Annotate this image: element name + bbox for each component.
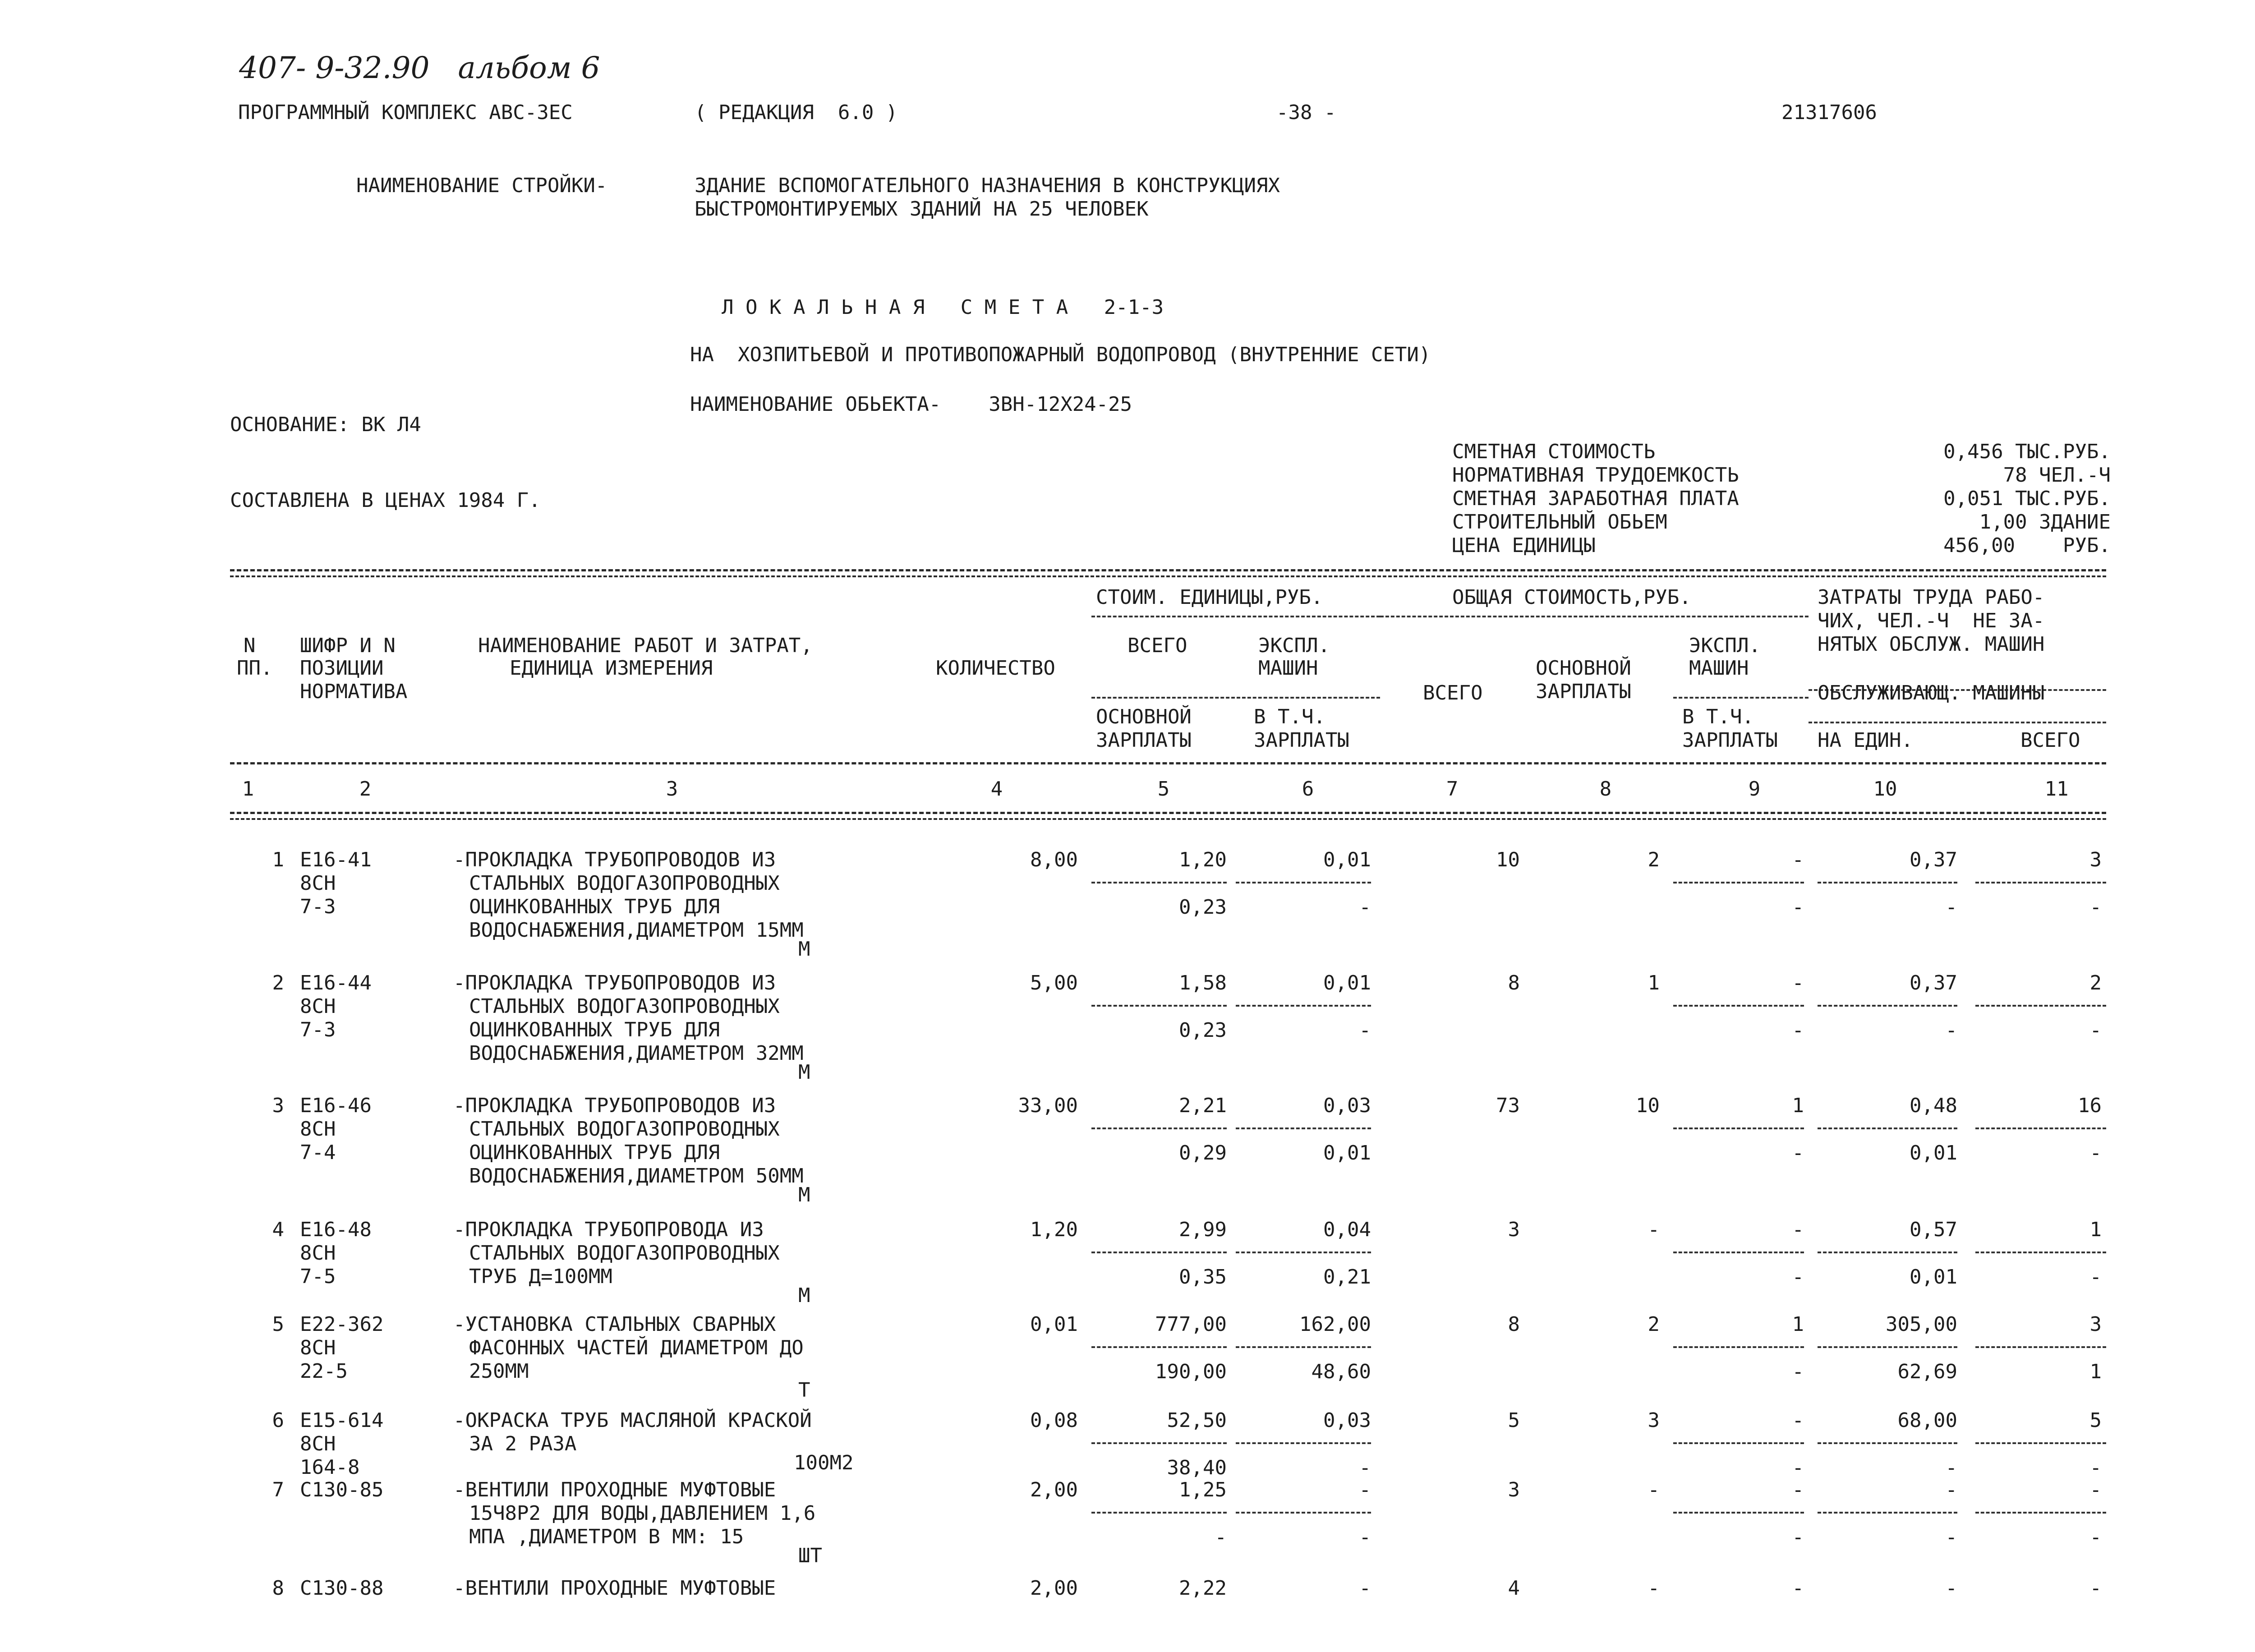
cell-divider (1091, 1005, 1227, 1007)
row-code: 22-5 (300, 1360, 348, 1383)
cell-divider (1673, 1512, 1804, 1514)
column-number: 9 (1748, 778, 1761, 801)
row-quantity: 1,20 (1030, 1218, 1078, 1241)
row-work-name: -ПРОКЛАДКА ТРУБОПРОВОДОВ ИЗ (453, 1094, 776, 1117)
row-code: 7-4 (300, 1141, 336, 1164)
column-number: 7 (1446, 778, 1459, 801)
col-header-unit-machine: ЭКСПЛ. (1258, 634, 1330, 657)
estimate-title: Л О К А Л Ь Н А Я С М Е Т А 2-1-3 (722, 296, 1164, 319)
row-work-name: ВОДОСНАБЖЕНИЯ,ДИАМЕТРОМ 15ММ (469, 919, 804, 942)
row-code: 8СН (300, 1432, 336, 1455)
row-quantity: 0,08 (1030, 1409, 1078, 1432)
cell-unit-total: 1,58 (1179, 971, 1227, 994)
cell-labor-unit-serving: 0,01 (1910, 1265, 1957, 1288)
row-work-name: СТАЛЬНЫХ ВОДОГАЗОПРОВОДНЫХ (469, 1118, 780, 1141)
cell-unit-wage: - (1215, 1526, 1227, 1549)
basis: ОСНОВАНИЕ: ВК Л4 (230, 413, 421, 436)
col-header-name: НАИМЕНОВАНИЕ РАБОТ И ЗАТРАТ, (478, 634, 813, 657)
cell-unit-total: 1,25 (1179, 1478, 1227, 1501)
row-number: 2 (272, 971, 284, 994)
cell-labor-total: - (2089, 1478, 2102, 1501)
cell-total-machine: - (1792, 848, 1804, 871)
column-number: 5 (1157, 778, 1170, 801)
cell-total-wage: 3 (1648, 1409, 1660, 1432)
row-unit: 100М2 (794, 1451, 854, 1474)
row-work-name: -ПРОКЛАДКА ТРУБОПРОВОДОВ ИЗ (453, 848, 776, 871)
cell-divider (1673, 882, 1804, 884)
cell-labor-unit: - (1945, 1577, 1957, 1600)
row-code: Е16-46 (300, 1094, 372, 1117)
col-header-labor-serving: ОБСЛУЖИВАЮЩ. МАШИНЫ (1818, 681, 2045, 704)
cell-total-wage: 1 (1648, 971, 1660, 994)
col-header-quantity: КОЛИЧЕСТВО (936, 657, 1055, 680)
col-header-total-machine: МАШИН (1689, 657, 1749, 680)
cell-unit-wage: 0,35 (1179, 1265, 1227, 1288)
summary-value: 78 ЧЕЛ.-Ч (2003, 464, 2111, 487)
cell-total-wage-incl: - (1792, 1360, 1804, 1383)
cell-total-machine: - (1792, 971, 1804, 994)
col-header-total-wage: ЗАРПЛАТЫ (1536, 680, 1631, 703)
cell-labor-total: 3 (2089, 848, 2102, 871)
construction-name-line2: БЫСТРОМОНТИРУЕМЫХ ЗДАНИЙ НА 25 ЧЕЛОВЕК (695, 198, 1149, 221)
cell-divider (1975, 1005, 2106, 1007)
row-code: 164-8 (300, 1456, 360, 1479)
row-code: 8СН (300, 1242, 336, 1265)
row-unit: М (798, 1061, 810, 1084)
cell-labor-unit: 0,37 (1910, 971, 1957, 994)
row-code: Е15-614 (300, 1409, 384, 1432)
row-quantity: 0,01 (1030, 1313, 1078, 1336)
row-work-name: ОЦИНКОВАННЫХ ТРУБ ДЛЯ (469, 895, 720, 918)
cell-divider (1975, 1252, 2106, 1253)
cell-unit-wage-incl: 0,01 (1323, 1141, 1371, 1164)
cell-total-wage: 2 (1648, 1313, 1660, 1336)
row-work-name: -ВЕНТИЛИ ПРОХОДНЫЕ МУФТОВЫЕ (453, 1478, 776, 1501)
cell-unit-total: 52,50 (1167, 1409, 1227, 1432)
cell-labor-total: - (2089, 1577, 2102, 1600)
cell-total-wage: - (1648, 1218, 1660, 1241)
cell-labor-unit: 0,37 (1910, 848, 1957, 871)
cell-unit-wage-incl: - (1359, 1456, 1371, 1479)
cell-total-wage-incl: - (1792, 1265, 1804, 1288)
cell-unit-total: 2,22 (1179, 1577, 1227, 1600)
col-header-total-cost: ОБЩАЯ СТОИМОСТЬ,РУБ. (1452, 586, 1691, 609)
column-number: 4 (990, 778, 1003, 801)
cell-labor-total: 5 (2089, 1409, 2102, 1432)
cell-divider (1818, 882, 1957, 884)
row-work-name: ЗА 2 РАЗА (469, 1432, 577, 1455)
col-header-labor: НЯТЫХ ОБСЛУЖ. МАШИН (1818, 633, 2045, 656)
page-number: -38 - (1276, 101, 1336, 124)
cell-unit-total: 2,21 (1179, 1094, 1227, 1117)
table-top-rule-2 (230, 575, 2106, 577)
row-number: 4 (272, 1218, 284, 1241)
header-subrule (1673, 697, 1809, 699)
construction-label: НАИМЕНОВАНИЕ СТРОЙКИ- (356, 174, 607, 197)
column-number-rule (230, 812, 2106, 814)
program-name: ПРОГРАММНЫЙ КОМПЛЕКС АВС-ЗЕС (238, 101, 573, 124)
row-work-name: ОЦИНКОВАННЫХ ТРУБ ДЛЯ (469, 1141, 720, 1164)
cell-unit-wage-incl: - (1359, 896, 1371, 919)
row-code: С130-85 (300, 1478, 384, 1501)
cell-divider (1818, 1252, 1957, 1253)
col-header-code: ПОЗИЦИИ (300, 657, 384, 680)
column-number: 6 (1302, 778, 1314, 801)
row-work-name: ФАСОННЫХ ЧАСТЕЙ ДИАМЕТРОМ ДО (469, 1336, 804, 1359)
cell-unit-machine: 0,03 (1323, 1409, 1371, 1432)
row-work-name: 15Ч8Р2 ДЛЯ ВОДЫ,ДАВЛЕНИЕМ 1,6 (469, 1502, 816, 1525)
row-code: 8СН (300, 995, 336, 1018)
row-unit: ШТ (798, 1544, 822, 1567)
cell-total-machine: - (1792, 1409, 1804, 1432)
table-top-rule (230, 569, 2106, 571)
cell-divider (1975, 1127, 2106, 1129)
row-number: 1 (272, 848, 284, 871)
cell-total-wage-incl: - (1792, 1526, 1804, 1549)
object-name: НАИМЕНОВАНИЕ ОБЬЕКТА- ЗВН-12Х24-25 (690, 393, 1132, 416)
cell-total: 73 (1496, 1094, 1520, 1117)
cell-divider (1818, 1005, 1957, 1007)
cell-labor-unit: 0,57 (1910, 1218, 1957, 1241)
row-work-name: МПА ,ДИАМЕТРОМ В ММ: 15 (469, 1525, 744, 1548)
price-level: СОСТАВЛЕНА В ЦЕНАХ 1984 Г. (230, 489, 541, 512)
cell-divider (1091, 882, 1227, 884)
header-bottom-rule (230, 762, 2106, 764)
cell-labor-unit-serving: 62,69 (1897, 1360, 1957, 1383)
cell-labor-unit-serving: 0,01 (1910, 1141, 1957, 1164)
cell-unit-wage: 0,23 (1179, 1019, 1227, 1042)
handwritten-album-note: 407- 9-32.90 альбом 6 (239, 51, 600, 85)
column-number: 1 (242, 778, 254, 801)
cell-labor-total: 16 (2078, 1094, 2102, 1117)
cell-labor-total-serving: - (2089, 1526, 2102, 1549)
cell-unit-wage: 0,29 (1179, 1141, 1227, 1164)
col-header-no: N (244, 634, 256, 657)
cell-divider (1975, 1512, 2106, 1514)
col-header-no: ПП. (237, 657, 273, 680)
cell-divider (1236, 1442, 1371, 1444)
summary-label: НОРМАТИВНАЯ ТРУДОЕМКОСТЬ (1452, 464, 1739, 487)
cell-total-machine: - (1792, 1478, 1804, 1501)
column-number: 2 (359, 778, 372, 801)
summary-label: СМЕТНАЯ СТОИМОСТЬ (1452, 440, 1656, 463)
cell-divider (1091, 1442, 1227, 1444)
row-unit: М (798, 1183, 810, 1206)
header-subrule (1809, 722, 2106, 723)
row-quantity: 8,00 (1030, 848, 1078, 871)
row-number: 7 (272, 1478, 284, 1501)
row-code: 8СН (300, 1118, 336, 1141)
col-header-unit-total: ВСЕГО (1128, 634, 1187, 657)
summary-label: СМЕТНАЯ ЗАРАБОТНАЯ ПЛАТА (1452, 487, 1739, 510)
row-quantity: 2,00 (1030, 1577, 1078, 1600)
row-quantity: 5,00 (1030, 971, 1078, 994)
col-header-labor: ЧИХ, ЧЕЛ.-Ч НЕ ЗА- (1818, 609, 2045, 632)
row-code: 8СН (300, 872, 336, 895)
header-subrule (1091, 697, 1380, 699)
cell-total-wage-incl: - (1792, 1456, 1804, 1479)
col-header-code: НОРМАТИВА (300, 680, 408, 703)
summary-value: 0,456 ТЫС.РУБ. (1943, 440, 2111, 463)
row-work-name: ВОДОСНАБЖЕНИЯ,ДИАМЕТРОМ 32ММ (469, 1042, 804, 1065)
cell-divider (1236, 1346, 1371, 1348)
cell-unit-total: 2,99 (1179, 1218, 1227, 1241)
cell-unit-machine: 0,03 (1323, 1094, 1371, 1117)
col-header-unit-cost: СТОИМ. ЕДИНИЦЫ,РУБ. (1096, 586, 1323, 609)
cell-total-wage: - (1648, 1577, 1660, 1600)
row-number: 8 (272, 1577, 284, 1600)
row-work-name: -ПРОКЛАДКА ТРУБОПРОВОДОВ ИЗ (453, 971, 776, 994)
column-number-rule-2 (230, 818, 2106, 820)
cell-divider (1236, 882, 1371, 884)
estimate-subject: НА ХОЗПИТЬЕВОЙ И ПРОТИВОПОЖАРНЫЙ ВОДОПРОВОД (ВНУТРЕННИЕ СЕТИ) (690, 343, 1431, 366)
row-number: 5 (272, 1313, 284, 1336)
summary-value: 0,051 ТЫС.РУБ. (1943, 487, 2111, 510)
cell-labor-unit-serving: - (1945, 1526, 1957, 1549)
construction-name-line1: ЗДАНИЕ ВСПОМОГАТЕЛЬНОГО НАЗНАЧЕНИЯ В КОНСТРУКЦИЯХ (695, 174, 1280, 197)
cell-divider (1236, 1512, 1371, 1514)
col-header-unit-wage-incl: ЗАРПЛАТЫ (1254, 729, 1349, 752)
cell-total: 4 (1508, 1577, 1520, 1600)
row-quantity: 2,00 (1030, 1478, 1078, 1501)
row-quantity: 33,00 (1018, 1094, 1078, 1117)
cell-total-wage: - (1648, 1478, 1660, 1501)
cell-labor-total: 1 (2089, 1218, 2102, 1241)
row-work-name: -УСТАНОВКА СТАЛЬНЫХ СВАРНЫХ (453, 1313, 776, 1336)
col-header-code: ШИФР И N (300, 634, 396, 657)
cell-divider (1673, 1346, 1804, 1348)
col-header-total-incl: В Т.Ч. (1682, 705, 1754, 728)
cell-divider (1091, 1346, 1227, 1348)
cell-labor-unit-serving: - (1945, 1019, 1957, 1042)
cell-total-wage-incl: - (1792, 1141, 1804, 1164)
cell-total: 8 (1508, 971, 1520, 994)
cell-total-wage-incl: - (1792, 1019, 1804, 1042)
row-code: Е16-41 (300, 848, 372, 871)
row-number: 6 (272, 1409, 284, 1432)
cell-labor-unit-serving: - (1945, 896, 1957, 919)
column-number: 8 (1599, 778, 1612, 801)
cell-divider (1975, 1346, 2106, 1348)
cell-total-wage: 2 (1648, 848, 1660, 871)
cell-divider (1818, 1346, 1957, 1348)
row-work-name: ОЦИНКОВАННЫХ ТРУБ ДЛЯ (469, 1018, 720, 1041)
header-subrule (1091, 616, 1380, 617)
cell-labor-total-serving: 1 (2089, 1360, 2102, 1383)
col-header-labor-unit: НА ЕДИН. (1818, 729, 1913, 752)
column-number: 10 (1873, 778, 1897, 801)
cell-total-wage-incl: - (1792, 896, 1804, 919)
col-header-labor-total: ВСЕГО (2020, 729, 2080, 752)
cell-unit-machine: - (1359, 1478, 1371, 1501)
col-header-unit-wage: ОСНОВНОЙ (1096, 705, 1192, 728)
row-work-name: 250ММ (469, 1360, 529, 1383)
cell-labor-total: 2 (2089, 971, 2102, 994)
row-unit: Т (798, 1379, 810, 1402)
row-work-name: СТАЛЬНЫХ ВОДОГАЗОПРОВОДНЫХ (469, 995, 780, 1018)
cell-divider (1818, 1127, 1957, 1129)
col-header-total-all: ВСЕГО (1423, 681, 1483, 704)
cell-divider (1236, 1127, 1371, 1129)
row-code: Е16-48 (300, 1218, 372, 1241)
cell-unit-wage: 190,00 (1155, 1360, 1227, 1383)
cell-total: 3 (1508, 1218, 1520, 1241)
col-header-unit-machine: МАШИН (1258, 657, 1318, 680)
summary-label: СТРОИТЕЛЬНЫЙ ОБЬЕМ (1452, 511, 1667, 534)
cell-unit-total: 1,20 (1179, 848, 1227, 871)
row-work-name: -ОКРАСКА ТРУБ МАСЛЯНОЙ КРАСКОЙ (453, 1409, 812, 1432)
edition: ( РЕДАКЦИЯ 6.0 ) (695, 101, 898, 124)
row-code: 7-3 (300, 1018, 336, 1041)
row-unit: М (798, 938, 810, 961)
cell-labor-unit: 0,48 (1910, 1094, 1957, 1117)
row-code: 7-5 (300, 1265, 336, 1288)
row-work-name: ВОДОСНАБЖЕНИЯ,ДИАМЕТРОМ 50ММ (469, 1164, 804, 1187)
cell-labor-unit: 68,00 (1897, 1409, 1957, 1432)
col-header-name: ЕДИНИЦА ИЗМЕРЕНИЯ (510, 657, 713, 680)
document-code: 21317606 (1781, 101, 1877, 124)
row-number: 3 (272, 1094, 284, 1117)
col-header-total-machine: ЭКСПЛ. (1689, 634, 1761, 657)
summary-label: ЦЕНА ЕДИНИЦЫ (1452, 534, 1596, 557)
cell-unit-machine: 0,04 (1323, 1218, 1371, 1241)
row-work-name: СТАЛЬНЫХ ВОДОГАЗОПРОВОДНЫХ (469, 872, 780, 895)
cell-labor-total: 3 (2089, 1313, 2102, 1336)
cell-labor-total-serving: - (2089, 1456, 2102, 1479)
cell-unit-machine: 0,01 (1323, 848, 1371, 871)
cell-divider (1818, 1512, 1957, 1514)
cell-divider (1091, 1512, 1227, 1514)
cell-unit-total: 777,00 (1155, 1313, 1227, 1336)
column-number: 3 (666, 778, 678, 801)
cell-unit-wage-incl: - (1359, 1526, 1371, 1549)
cell-unit-machine: 162,00 (1299, 1313, 1371, 1336)
cell-total: 10 (1496, 848, 1520, 871)
cell-unit-wage: 0,23 (1179, 896, 1227, 919)
row-work-name: -ВЕНТИЛИ ПРОХОДНЫЕ МУФТОВЫЕ (453, 1577, 776, 1600)
cell-total-machine: - (1792, 1577, 1804, 1600)
col-header-unit-wage-incl: В Т.Ч. (1254, 705, 1325, 728)
row-code: Е22-362 (300, 1313, 384, 1336)
cell-total: 5 (1508, 1409, 1520, 1432)
cell-total-machine: - (1792, 1218, 1804, 1241)
row-work-name: -ПРОКЛАДКА ТРУБОПРОВОДА ИЗ (453, 1218, 764, 1241)
cell-unit-wage-incl: 0,21 (1323, 1265, 1371, 1288)
cell-labor-total-serving: - (2089, 1019, 2102, 1042)
cell-labor-unit: 305,00 (1886, 1313, 1957, 1336)
cell-divider (1673, 1442, 1804, 1444)
cell-unit-wage-incl: - (1359, 1019, 1371, 1042)
cell-divider (1975, 882, 2106, 884)
cell-divider (1818, 1442, 1957, 1444)
cell-unit-wage-incl: 48,60 (1311, 1360, 1371, 1383)
col-header-unit-wage: ЗАРПЛАТЫ (1096, 729, 1192, 752)
cell-labor-total-serving: - (2089, 1141, 2102, 1164)
row-code: Е16-44 (300, 971, 372, 994)
cell-divider (1236, 1252, 1371, 1253)
cell-divider (1091, 1252, 1227, 1253)
summary-value: 1,00 ЗДАНИЕ (1979, 511, 2111, 534)
cell-divider (1236, 1005, 1371, 1007)
cell-unit-machine: 0,01 (1323, 971, 1371, 994)
cell-divider (1975, 1442, 2106, 1444)
row-code: 7-3 (300, 895, 336, 918)
cell-unit-wage: 38,40 (1167, 1456, 1227, 1479)
col-header-labor: ЗАТРАТЫ ТРУДА РАБО- (1818, 586, 2045, 609)
cell-labor-unit-serving: - (1945, 1456, 1957, 1479)
cell-labor-total-serving: - (2089, 896, 2102, 919)
cell-total: 3 (1508, 1478, 1520, 1501)
cell-divider (1673, 1252, 1804, 1253)
summary-value: 456,00 РУБ. (1943, 534, 2111, 557)
header-subrule (1380, 616, 1809, 617)
cell-divider (1091, 1127, 1227, 1129)
cell-labor-total-serving: - (2089, 1265, 2102, 1288)
cell-total-machine: 1 (1792, 1313, 1804, 1336)
col-header-total-wage: ОСНОВНОЙ (1536, 657, 1631, 680)
row-work-name: ТРУБ Д=100ММ (469, 1265, 612, 1288)
row-code: 8СН (300, 1336, 336, 1359)
col-header-total-incl: ЗАРПЛАТЫ (1682, 729, 1778, 752)
cell-total-machine: 1 (1792, 1094, 1804, 1117)
cell-unit-machine: - (1359, 1577, 1371, 1600)
cell-total: 8 (1508, 1313, 1520, 1336)
row-work-name: СТАЛЬНЫХ ВОДОГАЗОПРОВОДНЫХ (469, 1242, 780, 1265)
row-code: С130-88 (300, 1577, 384, 1600)
cell-divider (1673, 1127, 1804, 1129)
cell-divider (1673, 1005, 1804, 1007)
cell-total-wage: 10 (1636, 1094, 1660, 1117)
row-unit: М (798, 1284, 810, 1307)
column-number: 11 (2044, 778, 2069, 801)
cell-labor-unit: - (1945, 1478, 1957, 1501)
